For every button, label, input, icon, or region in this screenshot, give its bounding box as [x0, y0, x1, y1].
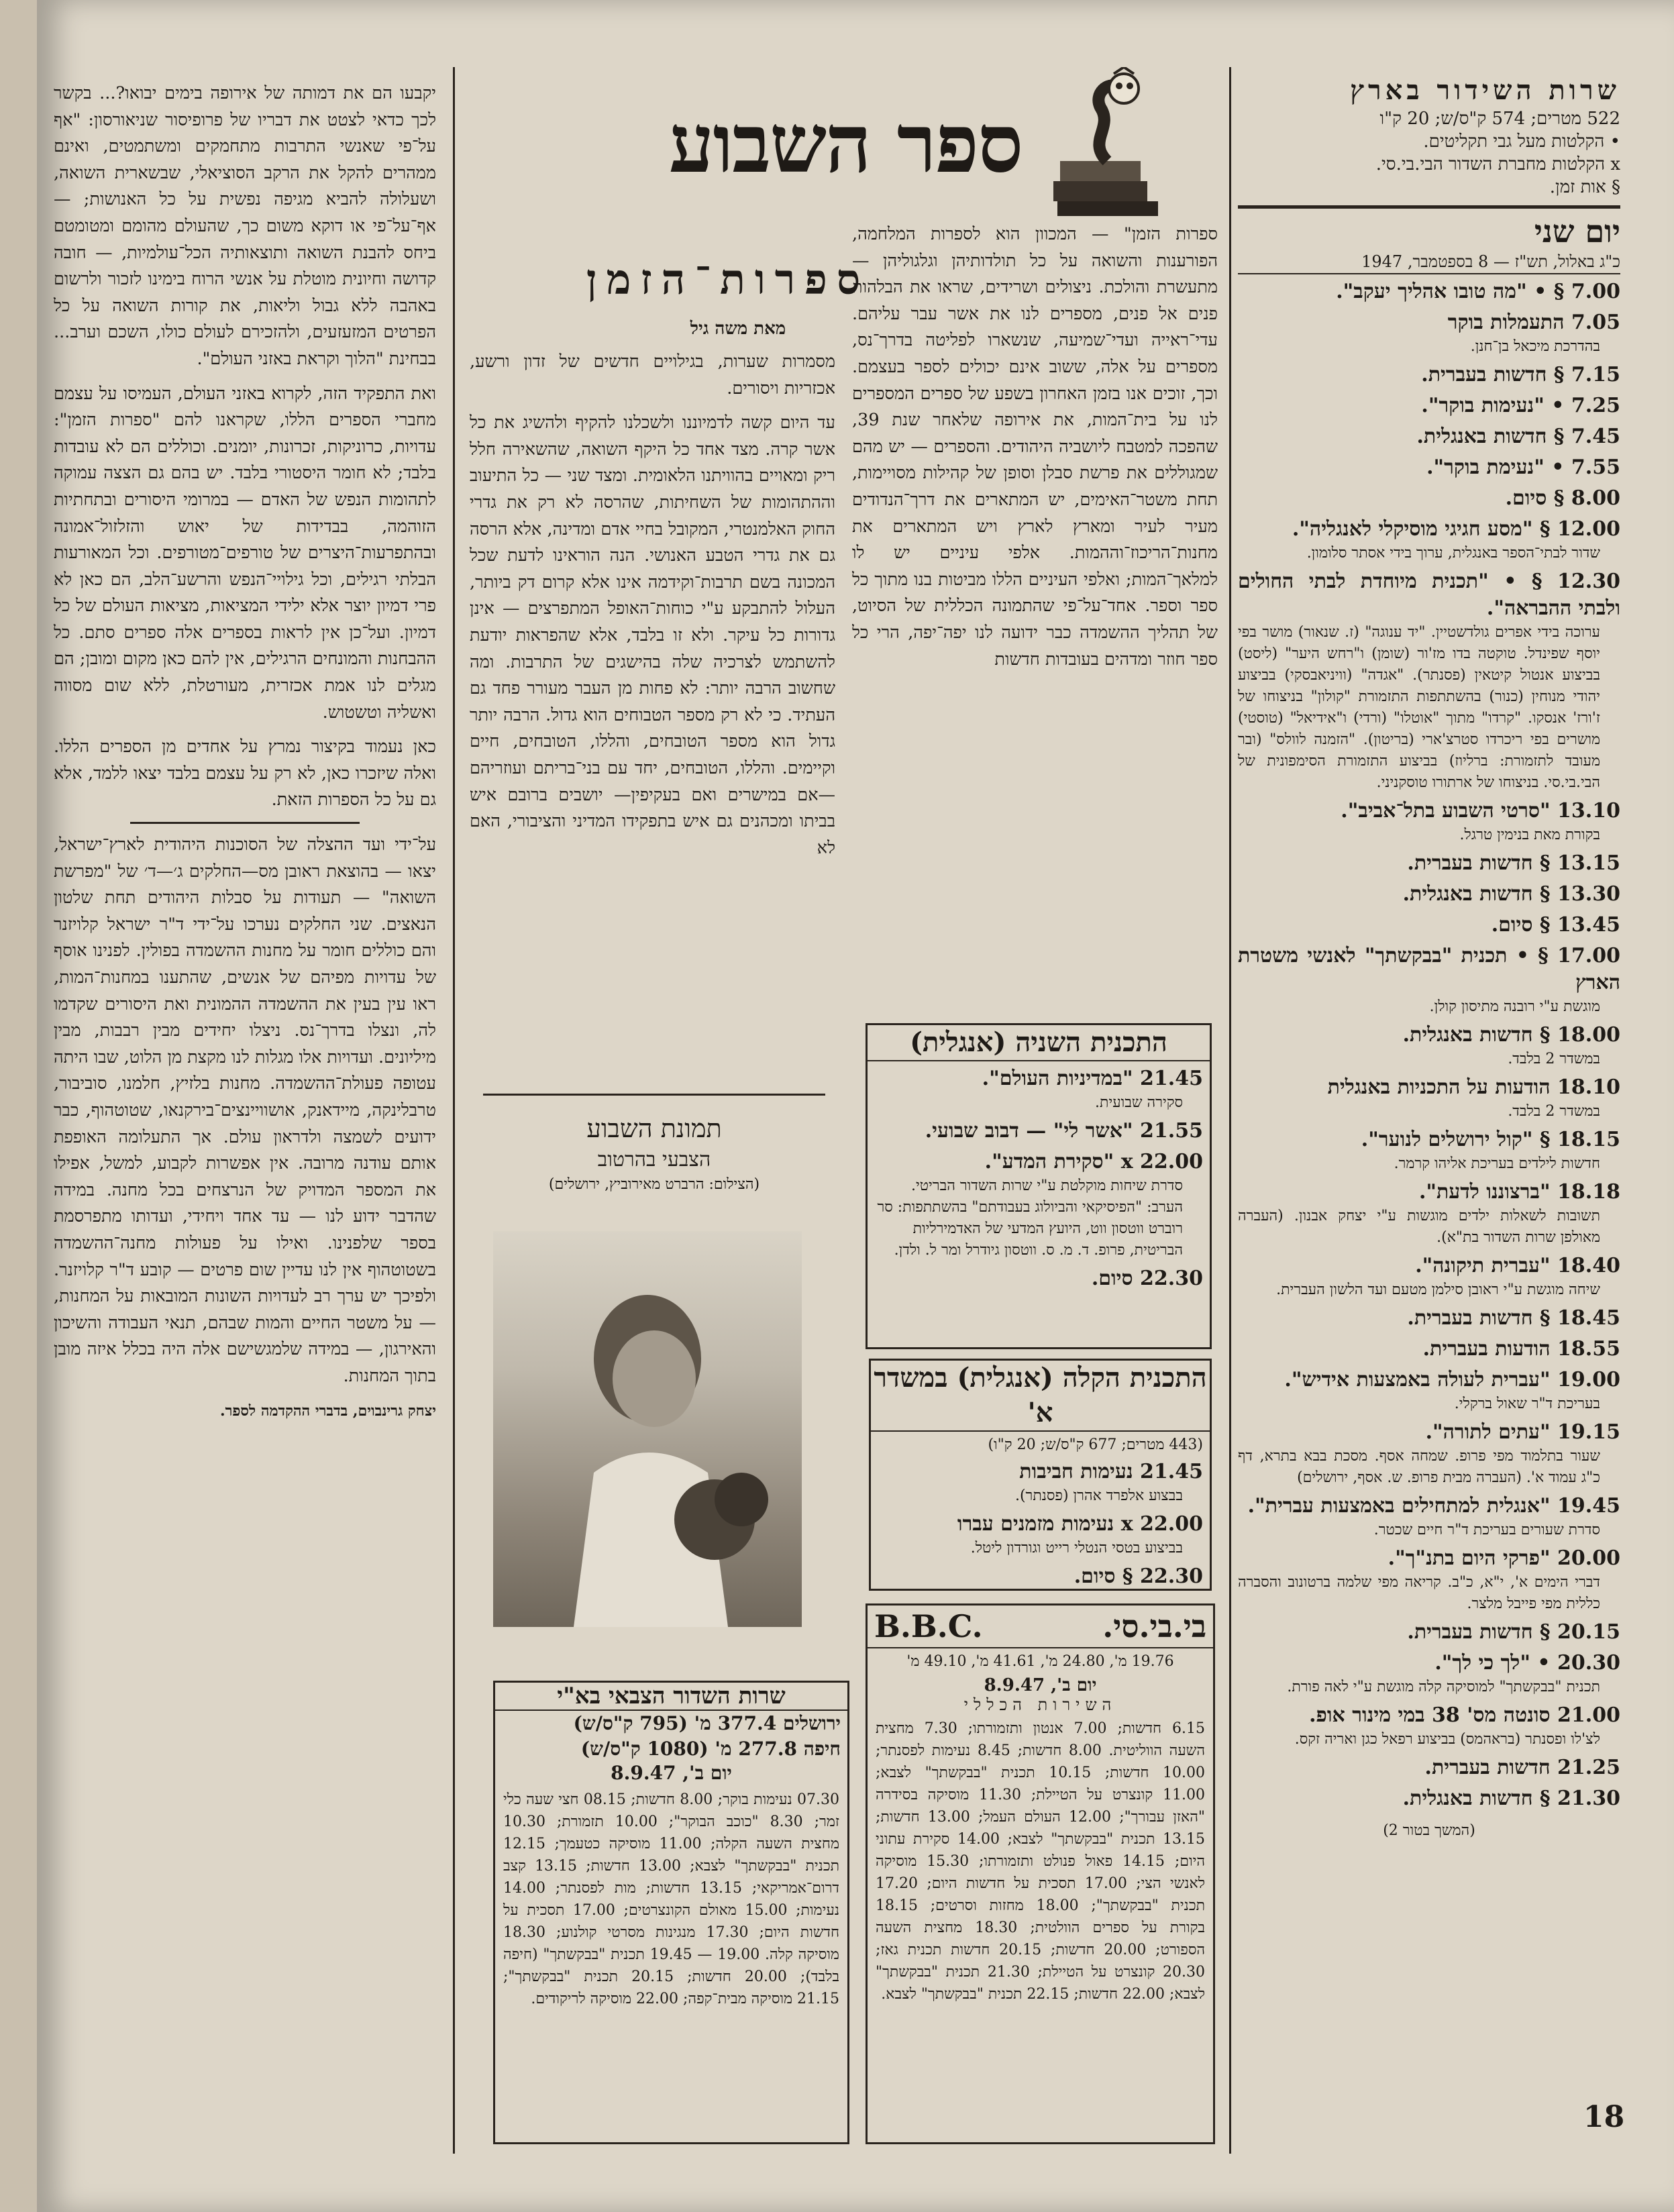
section-title: ספר השבוע	[668, 97, 1023, 191]
schedule-entry	[878, 1459, 1203, 1507]
schedule-entry-detail: בקורת מאת בנימין טרגל.	[1459, 827, 1600, 843]
photo-caption-block	[470, 1114, 839, 1193]
schedule-entry-title: 22.30 § סיום.	[1074, 1565, 1203, 1588]
schedule-entry-detail: סדרת שעורים בעריכת ד"ר חיים שכטר.	[1373, 1522, 1600, 1538]
radio-frequency: 522 מטרים; 574 ק"ס/ש; 20 ק"ו	[1379, 109, 1620, 129]
bbc-header	[868, 1605, 1213, 1648]
schedule-entry	[874, 1149, 1203, 1261]
radio-schedule-column	[1238, 74, 1620, 2140]
schedule-entry-title: 21.30 § חדשות באנגלית.	[1402, 1787, 1620, 1810]
schedule-entry-title: 12.00 § "מסע חגיגי מוסיקלי לאנגליה".	[1292, 517, 1620, 541]
schedule-entry-detail: מוגשת ע"י רובנה מתיסון קולן.	[1429, 998, 1600, 1015]
continued-note: (המשך בטור 2)	[1383, 1822, 1475, 1839]
schedule-entry	[1238, 943, 1620, 1018]
schedule-entry	[1238, 850, 1620, 877]
day-date: כ"ג באלול, תש"ז — 8 בספטמבר, 1947	[1238, 250, 1620, 274]
bbc-title: בי.בי.סי.	[1102, 1608, 1206, 1644]
schedule-entry-title: 7.05 התעמלות בוקר	[1447, 311, 1620, 334]
light-program-freq: (443 מטרים; 677 ק"ס/ש; 20 ק"ו)	[988, 1436, 1203, 1453]
schedule-entry	[1238, 1419, 1620, 1489]
schedule-entry	[1238, 1367, 1620, 1415]
bbc-day: יום ב', 8.9.47	[984, 1675, 1097, 1695]
column-divider	[1229, 67, 1231, 2154]
page-number: 18	[1583, 2100, 1625, 2134]
column-divider	[453, 67, 455, 2154]
schedule-entry-title: 7.15 § חדשות בעברית.	[1421, 363, 1620, 386]
schedule-entry-title: 13.15 § חדשות בעברית.	[1407, 851, 1620, 875]
schedule-entry-detail: תשובות לשאלות ילדים מוגשות ע"י יצחק אבנון. (העברה מאולפן שרות השדור בת"א).	[1238, 1208, 1600, 1246]
schedule-entry	[1238, 1253, 1620, 1301]
schedule-entry	[1238, 1545, 1620, 1615]
schedule-entry-detail: דברי הימים א', י"א, כ"ב. קריאה מפי שלמה ברטונוב והסברה כללית מפי פייבל מלצר.	[1238, 1574, 1600, 1612]
schedule-entry	[1238, 1702, 1620, 1750]
schedule-entry	[1238, 278, 1620, 305]
second-program-title: התכנית השניה (אנגלית)	[868, 1025, 1210, 1061]
schedule-entry	[1238, 454, 1620, 481]
schedule-entry-detail: בביצוע בטסי הנטלי רייט וגורדון ליטל.	[970, 1540, 1183, 1557]
schedule-entry-detail: שיחה מוגשת ע"י ראובן סילמן מטעם ועד הלשון העברית.	[1276, 1281, 1600, 1298]
schedule-entry	[1238, 516, 1620, 564]
military-title: שרות השדור הצבאי בא"י	[495, 1683, 847, 1711]
bbc-box	[866, 1603, 1215, 2144]
schedule-entry-title: 18.55 הודעות בעברית.	[1422, 1337, 1620, 1361]
paragraph-separator	[130, 822, 360, 824]
article-paragraph: יקבעו הם את דמותה של אירופה בימים יבואו?... בקשר לכך כדאי לצטט את דבריו של פרופיסור שניאורסון: "אף על־פי שאנשי התרבות מתחמקים ומשתמטים, ואינם ממהרים להקל את הרקב הסוציאלי, שבשארית השואה, ושעלולה להביא מגיפה נפשית על כל האנושות; — אף־על־פי או דוקא משום כך, שהעולם מהומם ומטומטם ביחס להבנת השואה ותוצאותיה הכל־עולמיות, — חובה קדושה וחיונית מוטלת על אנשי הרוח בימינו לזכור ולרשום באהבה ללא גבול וליאות, את קורות השואה על כל הפרטים המזעזעים, ולהזכירם לעולם כולו, השכם וערב... בבחינת "הלוך וקראת באזני העולם".	[54, 83, 436, 369]
light-program-title: התכנית הקלה (אנגלית) במשדר א'	[871, 1361, 1210, 1432]
article-credit: יצחק גרינבוים, בדברי ההקדמה לספר.	[219, 1402, 436, 1420]
schedule-entry	[1238, 798, 1620, 846]
bbc-service: השירות הכללי	[963, 1695, 1117, 1714]
schedule-entry-detail: סדרת שיחות מוקלטת ע"י שרות השדור הבריטי. הערב: "הפיסיקאי והביולוג בעבודתם" בהשתתפות: סר רוברט ווטסון ווט, היועץ המדעי של האדמירליות הבריטית, פרופ. ד. מ. ס. ווטסון גיודרל ומר ל. ולדן.	[877, 1177, 1183, 1259]
schedule-entry	[1238, 1305, 1620, 1332]
military-line-1: ירושלים 377.4 מ' (795 ק"ס/ש)	[573, 1712, 841, 1734]
photo-title: תמונת השבוע	[586, 1114, 722, 1143]
bbc-schedule: 6.15 חדשות; 7.00 אנטון ותזמורתו; 7.30 מחצית השעה הווליטית. 8.00 חדשות; 8.45 נעימות לפסנתר; 10.00 חדשות; 10.15 תכנית "בבקשתך" לצבא; 11.00 קונצרט על הטיילת; 11.30 מוסיקה בסידרה "האזן עבורך"; 12.00 העולם העמל; 13.00 חדשות; 13.15 תכנית "בבקשתך" לצבא; 14.00 סקירת עתוני היום; 14.15 פאול פנולט ותזמורתו; 15.30 מוסיקה לאנשי הצי; 17.00 תסכית על חדשות היום; 17.20 תכנית "בבקשתך"; 18.00 מחזות וסרטים; 18.15 בקורת על ספרים הוולטית; 18.30 מחצית השעה הספורט; 20.00 חדשות; 20.15 חדשות תכנית גאז; 20.30 קונצרט על הטיילת; 21.30 תכנית "בבקשתך" לצבא; 22.00 חדשות; 22.15 תכנית "בבקשתך" לצבא.	[876, 1720, 1206, 2003]
schedule-entry-detail: במשדר 2 בלבד.	[1508, 1103, 1600, 1120]
schedule-entry-detail: ערוכה בידי אפרים גולדשטיין. "יד ענוגה" (ז. שנאור) מושר בפי יוסף שפינדל. טוקטה בדו מז'ור (שומן) ו"רחש היער" (ליסט) בביצוע אנטול קיטאין (פסנתר). "אגדה" (וויניאבסקי) בביצוע יהודי מנוחין (כנור) בהשתתפות התזמורת "קולון" בניצוחו של ז'ורז' אנסקו. "קרדו" מתוך "אוטלו" (ורדי) ו"אידיאל" (טוסטי) מושרים בפי ריכרדו סטרצ'ארי (בריטון). "הזמנה לוולס" (ובר מעובד לתזמורת: ברליוז) בביצוע התזמורת הסימפונית של הבי.בי.סי. בניצוחו של ארתורו טוסקניני.	[1238, 624, 1600, 791]
schedule-entry	[1238, 1650, 1620, 1698]
second-program-entries	[868, 1061, 1210, 1300]
schedule-entry	[1238, 881, 1620, 908]
schedule-entry	[1238, 362, 1620, 388]
radio-header: שרות השידור בארץ	[1350, 74, 1620, 106]
schedule-entry	[1238, 1022, 1620, 1070]
schedule-entry	[878, 1563, 1203, 1590]
schedule-entry-title: 17.00 § • תכנית "בבקשתך" לאנשי משטרת הארץ	[1238, 944, 1620, 994]
schedule-entry-title: 19.00 "עברית לעולה באמצעות אידיש".	[1284, 1368, 1620, 1391]
radio-note-3: § אות זמן.	[1549, 177, 1620, 197]
schedule-entry-title: 7.25 • "נעימות בוקר".	[1421, 394, 1620, 417]
article-column-right	[852, 221, 1218, 1013]
schedule-entry	[1238, 1754, 1620, 1781]
schedule-entry-title: 22.00 x נעימות מזמנים עברו	[957, 1512, 1203, 1536]
schedule-entry-title: 18.18 "ברצוננו לדעת".	[1418, 1180, 1620, 1204]
schedule-entry	[878, 1511, 1203, 1559]
schedule-entry	[1238, 1074, 1620, 1122]
schedule-entry	[1238, 423, 1620, 450]
schedule-entry-detail: בהדרכת מיכאל בן־חנן.	[1470, 338, 1600, 355]
schedule-entry-title: 7.00 § • "מה טובו אהליך יעקב".	[1336, 280, 1620, 303]
schedule-entry-detail: חדשות לילדים בעריכת אליהו קרמר.	[1394, 1155, 1600, 1172]
schedule-entry	[1238, 1493, 1620, 1541]
article-column-far-left	[54, 81, 436, 2147]
second-program-box	[866, 1023, 1212, 1349]
schedule-entry-detail: סקירה שבועית.	[1095, 1094, 1183, 1111]
schedule-entry-title: 20.15 § חדשות בעברית.	[1407, 1620, 1620, 1644]
article-paragraph: מסמרות שערות, בגילויים חדשים של זדון ורשע, אכזריות ויסורים.	[470, 352, 835, 399]
schedule-entry	[1238, 1619, 1620, 1646]
schedule-entry-title: 18.00 § חדשות באנגלית.	[1402, 1023, 1620, 1047]
light-program-box	[869, 1359, 1212, 1591]
radio-note-2: x הקלטות מחברת השדור הבי.בי.סי.	[1375, 154, 1620, 174]
schedule-entry-detail: לצ'לו ופסנתר (בראהמס) בביצוע רפאל כגן ואריה זקס.	[1294, 1731, 1600, 1748]
photo-boy-holding-flowers	[493, 1231, 802, 1627]
schedule-entry	[874, 1065, 1203, 1114]
photo-credit: (הצילום: הרברט מאירוביץ, ירושלים)	[548, 1176, 760, 1193]
article-paragraph: ספרות הזמן" — המכוון הוא לספרות המלחמה, הפורענות והשואה על כל תולדותיהן וגלגוליהן — מתעשרת והולכת. ניצולים ושרידים, שראו את הבלהות פנים אל פנים, מספרים לנו את אשר עבר עליהם. עדי־ראייה ועדי־שמיעה, שנשארו לפליטה בדרך־נס, מספרים על אלה, ששוב אינם יכולים לספר בעצמם. וכך, זוכים אנו בזמן האחרון בשפע של ספרים המספרים לנו על בית־המות, את אירופה שלאחר שנת 39, שהפכה למטבח ליושביה היהודים. והספרים — יש מהם שמגוללים את פרשת סבלן וסופן של קהילות מסויימות, תחת משטר־האימים, יש המתארים את דרך־הנדודים מעיר לעיר ומארץ לארץ ויש המתארים את מחנות־הריכוז־וההמות. אלפי עיניים יש לו למלאך־המות; ואלפי העיניים הללו מביטות בנו מתוך כל ספר וספר. אחד־על־פי שהתמונה הכללית של הסיוט, של תהליך ההשמדה כבר ידועה לנו יפה־יפה, הרי כל ספר חוזר ומדהים בעובדות חדשות	[852, 224, 1218, 670]
article-paragraph: כאן נעמוד בקיצור נמרץ על אחדים מן הספרים הללו. ואלה שיזכרו כאן, לא רק על עצמם בלבד יצאו ללמד, אלא גם על כל הספרות הזאת.	[54, 737, 436, 810]
military-day: יום ב', 8.9.47	[611, 1762, 732, 1784]
article-paragraph: עד היום קשה לדמיוננו ולשכלנו להקיף ולהשיג את כל אשר קרה. מצד אחד כל היקף השואה, שהשאירה חלל ריק ומאויים בהוויתנו הלאומית. ומצד שני — כל התיעוב וההתהומות של השחיתות, שהרסה לא רק את גדרי החוק האלמנטרי, המקובל בחיי אדם ומדינה, אלא הרסה גם את גדרי הטבע האנושי. הנה הוראינו לדעת שכל המכונה בשם תרבות־וקידמה אינו אלא קרום דק ביותר, העלול להתבקע ע"י כוחות־האופל המתפרצים — אינן גדורות כל עיקר. ולא זו בלבד, אלא שהפראות יודעת להשתמש לצרכיה שלה בהישגים של התרבות. ומה שחשוב הרבה יותר: לא פחות מן העבר מעורר פחד גם העתיד. כי לא רק מספר הטבוחים הוא גדול. הרבה יותר גדול הוא מספר הטובחים, והללו, הטובחים, חיים וקיימים. והללו, הטובחים, יחד עם בני־בריתם ועוזריהם—אם במישרים ואם בעקיפין— יושבים ברובם איש בביתו ומכהנים גם איש בתפקידו המדיני והציבורי, האם לא	[470, 413, 835, 858]
schedule-entry	[874, 1265, 1203, 1292]
bbc-title-latin: B.B.C.	[874, 1608, 983, 1644]
schedule-entry-detail: שדור לבתי־הספר באנגלית, ערוך בידי אסתר סלומון.	[1306, 545, 1600, 562]
schedule-entry-detail: בבצוע אלפרד אהרן (פסנתר).	[1014, 1487, 1183, 1504]
schedule-entry-detail: תכנית "בבקשתך" למוסיקה קלה מוגשת ע"י לאה פורת.	[1287, 1679, 1600, 1695]
radio-note-1: • הקלטות מעל גבי תקליטים.	[1423, 131, 1620, 152]
light-program-entries	[871, 1459, 1210, 1590]
schedule-entry-title: 18.45 § חדשות בעברית.	[1407, 1306, 1620, 1330]
schedule-entry-title: 18.10 הודעות על התכניות באנגלית	[1327, 1075, 1620, 1099]
schedule-entry-detail: שעור בתלמוד מפי פרופ. שמחה אסף. מסכת בבא בתרא, דף כ"ג עמוד א'. (העברה מבית פרופ. ש. אסף, ירושלים)	[1238, 1448, 1600, 1486]
schedule-entry-detail: במשדר 2 בלבד.	[1508, 1051, 1600, 1067]
schedule-entry	[1238, 1179, 1620, 1249]
schedule-entry-title: 20.00 "פרקי היום בתנ"ך".	[1388, 1546, 1620, 1570]
schedule-entry-title: 13.45 § סיום.	[1491, 913, 1620, 937]
schedule-entry	[1238, 1785, 1620, 1812]
day-title: יום שני	[1534, 213, 1620, 250]
schedule-entry	[1238, 912, 1620, 939]
schedule-entry	[1238, 1336, 1620, 1363]
schedule-entry-title: 21.55 "אשר לי" — דבוב שבועי.	[925, 1119, 1203, 1143]
schedule-entry-title: 21.45 נעימות חביבות	[1019, 1460, 1203, 1483]
article-paragraph: ואת התפקיד הזה, לקרוא באזני העולם, העמיסו על עצמם מחברי הספרים הללו, שקראנו להם "ספרות הזמן": עדויות, כרוניקות, זכרונות, יומנים. וכוללים הם לא עובדות בלבד; לא חומר היסטורי בלבד. יש בהם גם הצצה עמוקה לתהומות הנפש של האדם — במרומי היסורים ובתחתיות הזוהמה, בבדידות של יאוש והזלזול־אמונה ובהתפרעות־היצרים של טורפים־מטורפים. וכל המאורעות הבלתי רגילים, וכל גילויי־הנפש והרשע־הלב, הם כאן לא פרי דמיון יוצר אלא ילידי המציאות, מציאות העולם של כל דמיון. ועל־כן אין לראות בספרים אלה ספרים סתם. כל ההבחנות והמונחים הרגילים, אין להם כאן מקום ומובן; הם מגלים לנו אמת אכזרית, מעורטלת, ללא שום מסווה ואשליה וטשטוש.	[54, 383, 436, 723]
bbc-frequencies: 19.76 מ', 24.80 מ', 41.61 מ', 49.10 מ'	[906, 1653, 1174, 1670]
photo-top-rule	[483, 1094, 825, 1096]
article-author: מאת משה גיל	[690, 319, 786, 339]
schedule-entry-detail: בעריכת ד"ר שאול ברקלי.	[1454, 1395, 1600, 1412]
schedule-entry-title: 21.45 "במדיניות העולם".	[982, 1067, 1203, 1090]
photo-subtitle: הצבעי בהרטוב	[597, 1148, 711, 1171]
schedule-entry	[1238, 1126, 1620, 1175]
section-subtitle: ספרות־הזמן	[586, 255, 870, 304]
schedule-entry-title: 22.30 סיום.	[1091, 1267, 1203, 1290]
schedule-entry-title: 8.00 § סיום.	[1505, 486, 1620, 510]
schedule-entry	[1238, 309, 1620, 358]
article-paragraph: על־ידי ועד ההצלה של הסוכנות היהודית לארץ־ישראל, יצאו — בהוצאת ראובן מס—החלקים ג׳—ד׳ של "מפרשת השואה" — תעודות על סבלות היהודים תחת שלטון הנאצים. שני החלקים נערכו על־ידי ד"ר ישראל קלויזנר והם כוללים חומר על מחנות ההשמדה בפולין. לפנינו אוסף של עדויות מפיהם של אנשים, שהתענו במחנות־המות, ראו עין בעין את ההשמדה ההמונית ואת היסורים שקדמו לה, ונצלו בדרך־נס. ניצלו יחידים מבין רבבות, מבין מיליונים. ועדויות אלו מגלות לנו מקצת מן הלוט, שבו היתה עטופה פעולת־ההשמדה. מחנות בלזיץ, חלמנו, סוביבור, טרבלינקה, מיידאנק, אושוויינצים־בירקנאו, שטוטהוף, כבר ידועים לשמצה ולדראון עולם. אך התעלומה האופפת אותם עודנה מרובה. אין אפשרות לקבוע, למשל, אפילו את המספר המדויק של הנרצחים בכל מחנה. במידה שהדבר ידוע לנו — עד אחד ויחידי, ועדותו מתפרסמת בספר שלפנינו. ואילו על פעולות מחנה־ההשמדה בשטוטהוף אין לנו עדיין שום פרטים — קובע ד"ר קלויזנר. ולפיכך יש ערך רב לעדויות השונות המובאות על המחנות, — על משטר החיים והמות שבהם, תנאי העבודה והשיכון והאירגון, — במידה שלמגשישם אלה היה בכלל איזה מובן בתוך המחנות.	[54, 835, 436, 1386]
schedule-entry	[1238, 485, 1620, 512]
military-line-2: חיפה 277.8 מ' (1080 ק"ס/ש)	[580, 1738, 841, 1760]
schedule-entry-title: 13.30 § חדשות באנגלית.	[1402, 882, 1620, 906]
schedule-entry-title: 7.45 § חדשות באנגלית.	[1416, 425, 1620, 448]
schedule-entry-title: 21.25 חדשות בעברית.	[1424, 1756, 1620, 1779]
schedule-entry-title: 21.00 סונטה מס' 38 במי מינור אופ.	[1309, 1703, 1620, 1727]
schedule-entry	[1238, 568, 1620, 794]
day-block	[1238, 205, 1620, 274]
military-schedule: 07.30 נעימות בוקר; 8.00 חדשות; 08.15 חצי שעה כלי זמר; 8.30 "כוכב הבוקר"; 10.00 תזמורת; 10.30 מחצית השעה הקלה; 11.00 מוסיקה כטעמך; 12.15 תכנית "בבקשתך" לצבא; 13.00 חדשות; 13.15 קצב דרום־אמריקאי; 13.15 חדשות; מות לפסנתר; 14.00 נעימות; 15.00 מאולם הקונצרטים; 17.00 תסכית על חדשות היום; 17.30 מנגינות מסרטי קולנוע; 18.30 מוסיקה קלה. 19.00 — 19.45 תכנית "בבקשתך" (חיפה בלבד); 20.00 חדשות; 20.15 תכנית "בבקשתך"; 21.15 מוסיקה מבית־קפה; 22.00 מוסיקה לריקודים.	[503, 1791, 840, 2007]
military-radio-box	[493, 1681, 849, 2144]
schedule-entry-title: 19.45 "אנגלית למתחילים באמצעות עברית".	[1247, 1494, 1620, 1518]
schedule-entry-title: 18.40 "עברית תיקונה".	[1415, 1254, 1620, 1277]
schedule-entry	[1238, 392, 1620, 419]
schedule-entry-title: 13.10 "סרטי השבוע בתל־אביב".	[1341, 799, 1620, 823]
schedule-entry-title: 22.00 x "סקירת המדע".	[984, 1150, 1203, 1173]
schedule-entry	[874, 1118, 1203, 1145]
schedule-entry-title: 12.30 § • "תכנית מיוחדת לבתי החולים ולבתי ההבראה".	[1238, 570, 1620, 620]
schedule-entry-title: 20.30 • "לך כי לך".	[1434, 1651, 1620, 1675]
radio-entries-list	[1238, 278, 1620, 1812]
schedule-entry-title: 18.15 § "קול ירושלים לנוער".	[1361, 1128, 1620, 1151]
article-column-left	[470, 349, 835, 1107]
schedule-entry-title: 7.55 • "נעימת בוקר".	[1426, 456, 1620, 479]
schedule-entry-title: 19.15 "עתים לתורה".	[1425, 1420, 1620, 1444]
